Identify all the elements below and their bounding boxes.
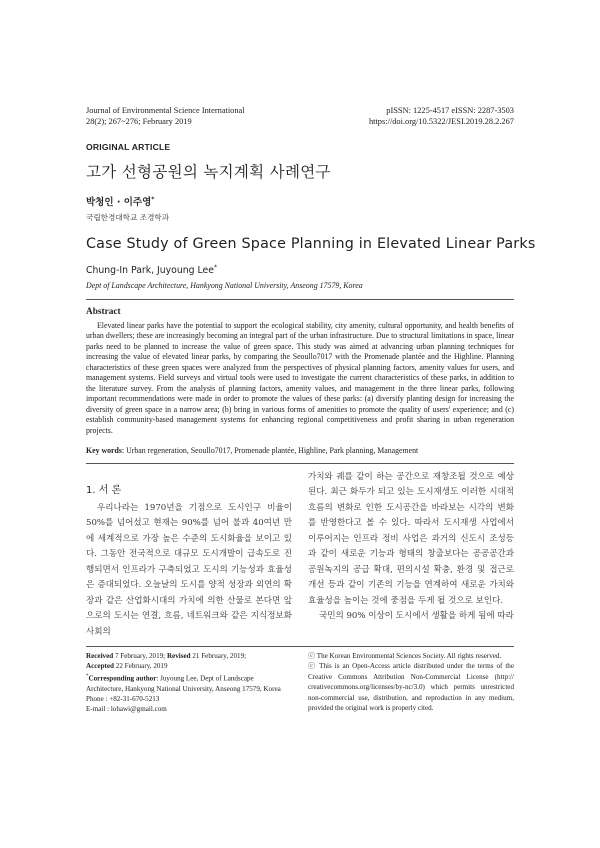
- divider: [86, 299, 514, 300]
- phone: Phone : +82-31-670-5213: [86, 694, 160, 703]
- copyright-notice: [308, 651, 514, 713]
- dates-line: [86, 651, 292, 661]
- paragraph: 국민의 90% 이상이 도시에서 생활을 하게 됨에 따라: [319, 611, 514, 622]
- korean-authors: [86, 194, 154, 208]
- english-affiliation: Dept of Landscape Architecture, Hankyong National University, Anseong 17579, Korea: [86, 281, 363, 290]
- body-column-left: [86, 501, 292, 640]
- article-history: [86, 651, 292, 715]
- english-authors: [86, 264, 217, 276]
- keywords-text: : Urban regeneration, Seoullo7017, Promenade plantée, Highline, Park planning, Management: [121, 446, 419, 455]
- divider: [86, 463, 514, 464]
- journal-ids: [369, 105, 514, 127]
- english-authors-names: Chung-In Park, Juyoung Lee: [86, 265, 214, 277]
- email[interactable]: E-mail : lohawi@gmail.com: [86, 705, 167, 714]
- footnote-divider: [86, 646, 514, 647]
- doi-link[interactable]: https://doi.org/10.5322/JESI.2019.28.2.267: [368, 117, 514, 126]
- journal-info: [86, 105, 245, 127]
- abstract-text: Elevated linear parks have the potential to support the ecological stability, city amenity, cultural opportunity, and health benefits of urban dwellers; these are increasingly becoming an integral part of the urban infrastructure. Due to structural limitations in space, linear parks need to be planned to increase the value of green space. This study was aimed at advancing urban planning techniques for increasing the value of elevated linear parks, by comparing the Seoullo7017 with the Promenade plantée and the Highline. Planning characteristics of these green spaces were analyzed from the perspectives of physical planning factors, amenity values for users, and management systems. Field surveys and virtual tools were used to investigate the current characteristics of these parks, in addition to the literature survey. From the analysis of planning factors, amenity values, and management in the three linear parks, following important recommendations were made in order to promote the values of these parks: (a) diversify planting design for increasing the diversity of green space in a narrow area; (b) bring in various forms of amenities to promote the quality of users' experience; and (c) establish community-based management systems for enhancing regional competitiveness and profit sharing in urban regeneration projects.: [86, 321, 514, 435]
- revised-label: Revised: [166, 652, 191, 660]
- revised-date: 21 February, 2019;: [192, 652, 247, 660]
- copyright: ⓒ The Korean Environmental Sciences Society. All rights reserved.: [308, 652, 502, 660]
- keywords-label: Key words: [86, 446, 122, 455]
- article-type: ORIGINAL ARTICLE: [86, 142, 171, 152]
- received-date: 7 February, 2019;: [114, 652, 166, 660]
- paragraph: 가치와 궤를 같이 하는 공간으로 재창조될 것으로 예상된다. 최근 화두가 되고 있는 도시재생도 이러한 시대적 흐름의 변화로 인한 도시공간을 바라보는 시각의 변화를 반영한다고 볼 수 있다. 따라서 도시재생 사업에서 이루어지는 인프라 정비 사업은 과거의 신도시 조성등과 같이 새로운 기능과 형태의 창출보다는 공공공간과 공원녹지의 공급 확대, 편의시설 확충, 환경 및 접근로 개선 등과 같이 기존의 기능을 연계하여 새로운 가치와 효율성을 높이는 것에 중점을 두게 될 것으로 보인다.: [308, 472, 514, 606]
- abstract-heading: Abstract: [86, 307, 121, 317]
- issn: pISSN: 1225-4517 eISSN: 2287-3503: [386, 106, 514, 115]
- korean-authors-names: 박청인 · 이주영: [86, 197, 152, 208]
- body-column-right: [308, 470, 514, 625]
- accepted-line: [86, 661, 292, 671]
- korean-affiliation: 국립한경대학교 조경학과: [86, 213, 170, 222]
- corresponding-text: : Juyoung Lee, Dept of Landscape Architecture, Hankyong National University, Anseong 17579, Korea: [86, 674, 281, 693]
- journal-name: Journal of Environmental Science International: [86, 106, 245, 115]
- english-title: Case Study of Green Space Planning in Elevated Linear Parks: [86, 236, 536, 252]
- received-label: Received: [86, 652, 114, 660]
- keywords: [86, 446, 514, 455]
- accepted-label: Accepted: [86, 662, 114, 671]
- license-text: ⓒ This is an Open-Access article distributed under the terms of the Creative Commons Attribution Non-Commercial License (http:// creativecommons.org/licenses/by-nc/3.0) which permits unrestricted non-commercial use, distribution, and reproduction in any medium, provided the original work is properly cited.: [308, 662, 514, 713]
- paragraph: 우리나라는 1970년을 기점으로 도시인구 비율이 50%를 넘어섰고 현재는 90%를 넘어 불과 40여년 만에 세계적으로 가장 높은 수준의 도시화율을 보이고 있다. 그동안 전국적으로 대규모 도시개발이 급속도로 진행되면서 인프라가 구축되었고 도시의 기능성과 효율성은 증대되었다. 오늘날의 도시를 양적 성장과 외연의 확장과 같은 산업화시대의 가치에 의한 산물로 본다면 앞으로의 도시는 연결, 흐름, 네트워크와 같은 지식정보화사회의: [86, 503, 292, 637]
- journal-volume: 28(2); 267~276; February 2019: [86, 117, 192, 126]
- corresponding-mark: *: [151, 195, 155, 203]
- corresponding-mark: *: [213, 264, 217, 271]
- corresponding-mark: *: [86, 673, 89, 679]
- corresponding-author: [86, 672, 292, 694]
- section-heading: 1. 서 론: [86, 485, 122, 496]
- korean-title: 고가 선형공원의 녹지계획 사례연구: [86, 163, 331, 181]
- corresponding-label: Corresponding author: [88, 674, 157, 683]
- accepted-date: 22 February, 2019: [115, 662, 168, 671]
